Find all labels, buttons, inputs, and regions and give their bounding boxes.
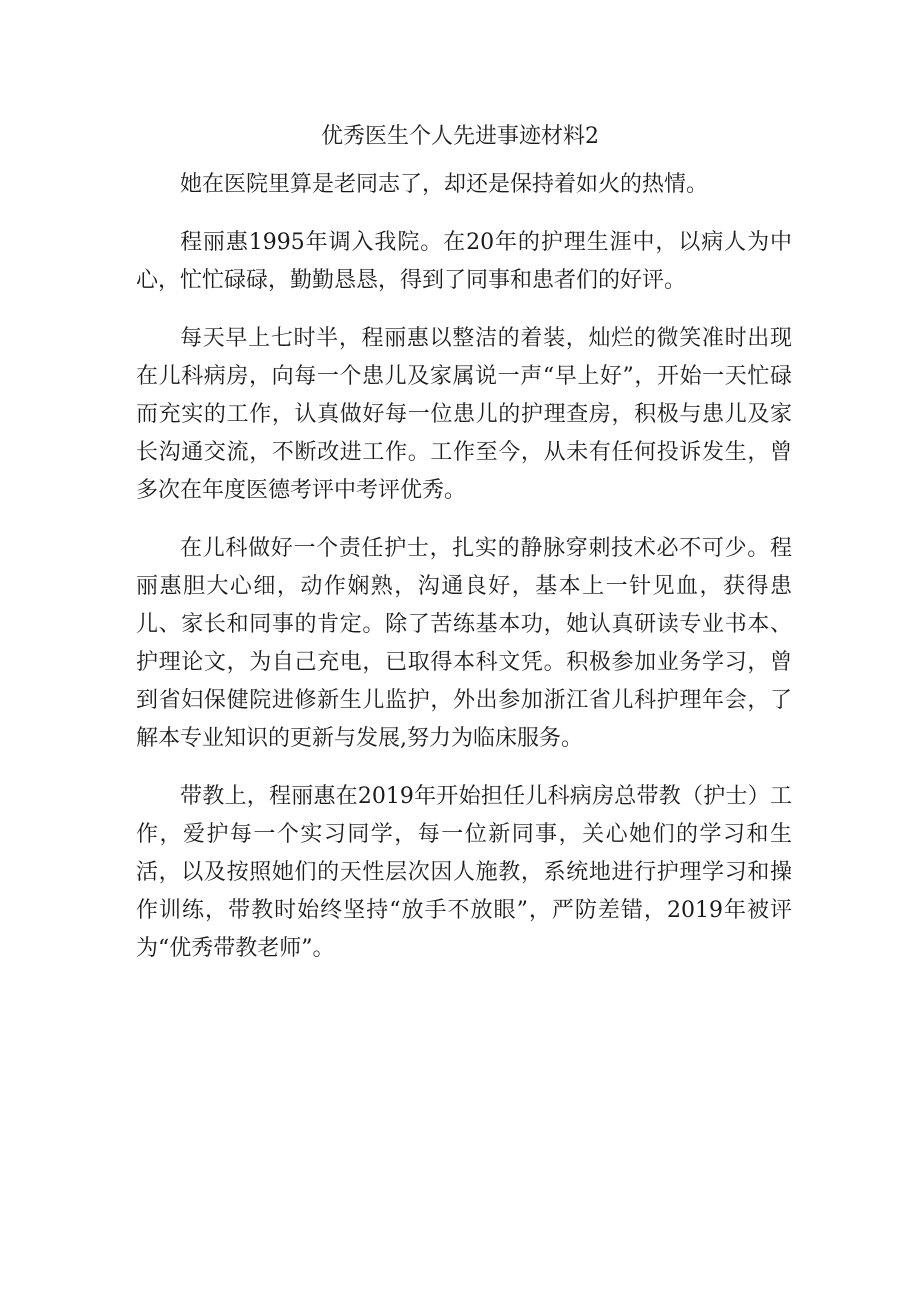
document-title: 优秀医生个人先进事迹材料2 <box>321 124 599 149</box>
paragraph: 带教上，程丽惠在2019年开始担任儿科病房总带教（护士）工作，爱护每一个实习同学，每一位新同事，关心她们的学习和生活，以及按照她们的天性层次因人施教，系统地进行护理学习和操作训练，带教时始终坚持“放手不放眼”，严防差错，2019年被评为“优秀带教老师”。 <box>136 784 792 961</box>
paragraph: 她在医院里算是老同志了，却还是保持着如火的热情。 <box>180 172 709 197</box>
document-body <box>136 166 792 968</box>
paragraph: 在儿科做好一个责任护士，扎实的静脉穿刺技术必不可少。程丽惠胆大心细，动作娴熟，沟通良好，基本上一针见血，获得患儿、家长和同事的肯定。除了苦练基本功，她认真研读专业书本、护理论文，为自己充电，已取得本科文凭。积极参加业务学习，曾到省妇保健院进修新生儿监护，外出参加浙江省儿科护理年会，了解本专业知识的更新与发展,努力为临床服务。 <box>136 536 792 751</box>
paragraph: 每天早上七时半，程丽惠以整洁的着装，灿烂的微笑准时出现在儿科病房，向每一个患儿及家属说一声“早上好”，开始一天忙碌而充实的工作，认真做好每一位患儿的护理查房，积极与患儿及家长沟通交流，不断改进工作。工作至今，从未有任何投诉发生，曾多次在年度医德考评中考评优秀。 <box>136 326 792 503</box>
paragraph: 程丽惠1995年调入我院。在20年的护理生涯中，以病人为中心，忙忙碌碌，勤勤恳恳，得到了同事和患者们的好评。 <box>136 230 792 293</box>
